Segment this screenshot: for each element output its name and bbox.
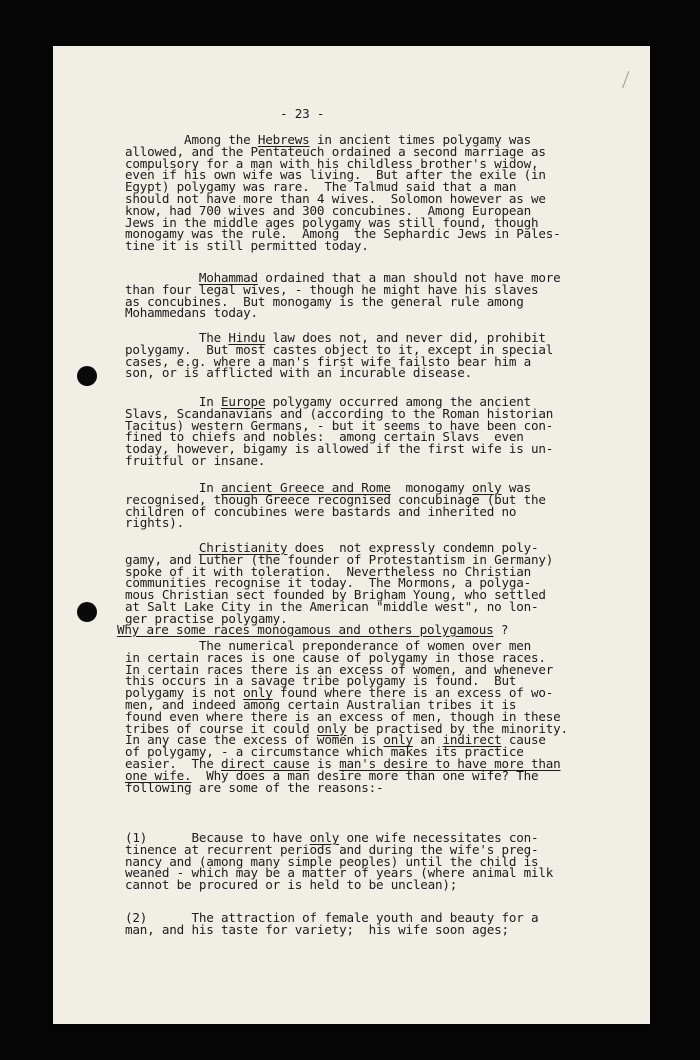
text-line: easier. The direct cause is man's desire to have more than bbox=[125, 755, 561, 771]
text-line: than four legal wives, - though he might have his slaves bbox=[125, 281, 539, 297]
paragraph-greece-rome bbox=[125, 482, 595, 529]
text-line: (1) Because to have only one wife necessitates con- bbox=[125, 830, 539, 845]
text-line: monogamy was the rule. Among the Sephardic Jews in Pales- bbox=[125, 226, 561, 242]
text-line: found even where there is an excess of men, though in these bbox=[125, 708, 561, 724]
text-line: ger practise polygamy. bbox=[125, 610, 288, 626]
text-line: at Salt Lake City in the American "middle west", no lon- bbox=[125, 598, 539, 614]
text-line: Christianity does not expressly condemn poly- bbox=[198, 540, 539, 555]
text-line: polygamy. But most castes object to it, except in special bbox=[125, 341, 554, 357]
text-line: rights). bbox=[125, 515, 185, 531]
text-line: Mohammedans today. bbox=[125, 305, 258, 321]
text-line: this occurs in a savage tribe polygamy is found. But bbox=[125, 673, 517, 689]
section-heading-text: Why are some races monogamous and others polygamous bbox=[117, 622, 494, 637]
text-line: In Europe polygamy occurred among the ancient bbox=[125, 394, 532, 409]
text-line: as concubines. But monogamy is the general rule among bbox=[125, 293, 524, 309]
text-line: tinence at recurrent periods and during the wife's preg- bbox=[125, 841, 539, 857]
text-line: Tacitus) western Germans, - but it seems to have been con- bbox=[125, 417, 554, 433]
document-page bbox=[53, 46, 650, 1024]
section-heading bbox=[117, 622, 508, 637]
text-line: son, or is afflicted with an incurable disease. bbox=[125, 365, 472, 381]
text-line: cannot be procured or is held to be unclean); bbox=[125, 877, 458, 893]
text-line: The numerical preponderance of women over men bbox=[125, 638, 532, 653]
text-line: recognised, though Greece recognised concubinage (but the bbox=[125, 491, 546, 507]
text-line: men, and indeed among certain Australian tribes it is bbox=[125, 696, 517, 712]
punch-hole-bottom bbox=[77, 602, 97, 622]
text-line: Jews in the middle ages polygamy was still found, though bbox=[125, 214, 539, 230]
text-line: compulsory for a man with his childless brother's widow, bbox=[125, 155, 539, 171]
paragraph-numerical-preponderance bbox=[125, 640, 595, 793]
text-line: in certain races is one cause of polygamy in those races. bbox=[125, 649, 546, 665]
text-line: of polygamy, - a circumstance which makes its practice bbox=[125, 744, 524, 760]
text-line: children of concubines were bastards and inherited no bbox=[125, 503, 517, 519]
text-line: should not have more than 4 wives. Solomon however as we bbox=[125, 190, 546, 206]
text-line: nancy and (among many simple peoples) until the child is bbox=[125, 853, 539, 869]
text-line: (2) The attraction of female youth and beauty for a bbox=[125, 910, 539, 925]
text-line: fruitful or insane. bbox=[125, 452, 266, 468]
text-line: man, and his taste for variety; his wife soon ages; bbox=[125, 921, 509, 937]
text-line: following are some of the reasons:- bbox=[125, 779, 384, 795]
text-line: polygamy is not only found where there is an excess of wo- bbox=[125, 685, 554, 701]
text-line: one wife. Why does a man desire more than one wife? The bbox=[125, 767, 539, 783]
text-line: Mohammad ordained that a man should not have more bbox=[198, 270, 561, 285]
text-line: In certain races there is an excess of women, and whenever bbox=[125, 661, 554, 677]
paragraph-christianity bbox=[125, 542, 595, 625]
text-line: Among the Hebrews in ancient times polygamy was bbox=[125, 132, 532, 147]
page-number: - 23 - bbox=[280, 106, 325, 121]
text-line: fined to chiefs and nobles: among certain Slavs even bbox=[125, 429, 524, 445]
text-line: tribes of course it could only be practised by the minority. bbox=[125, 720, 568, 736]
text-line: Egypt) polygamy was rare. The Talmud said that a man bbox=[125, 179, 517, 195]
text-line: tine it is still permitted today. bbox=[125, 238, 369, 254]
paragraph-reason-2 bbox=[125, 912, 595, 936]
paragraph-reason-1 bbox=[125, 832, 595, 891]
paragraph-hebrews bbox=[125, 134, 595, 252]
text-line: allowed, and the Pentateuch ordained a second marriage as bbox=[125, 143, 546, 159]
paragraph-mohammad bbox=[125, 272, 595, 319]
text-line: spoke of it with toleration. Nevertheless no Christian bbox=[125, 563, 532, 579]
text-line: even if his own wife was living. But after the exile (in bbox=[125, 167, 546, 183]
paragraph-hindu bbox=[125, 332, 595, 379]
text-line: today, however, bigamy is allowed if the first wife is un- bbox=[125, 441, 554, 457]
text-line: mous Christian sect founded by Brigham Young, who settled bbox=[125, 587, 546, 603]
text-line: weaned - which may be a matter of years (where animal milk bbox=[125, 865, 554, 881]
text-line: know, had 700 wives and 300 concubines. Among European bbox=[125, 202, 532, 218]
text-line: In any case the excess of women is only an indirect cause bbox=[125, 732, 546, 748]
paragraph-europe bbox=[125, 396, 595, 467]
text-line: The Hindu law does not, and never did, prohibit bbox=[125, 330, 546, 345]
pencil-mark bbox=[622, 71, 637, 91]
section-heading-suffix: ? bbox=[493, 622, 509, 637]
punch-hole-top bbox=[77, 366, 97, 386]
text-line: communities recognise it today. The Mormons, a polyga- bbox=[125, 575, 532, 591]
text-line: gamy, and Luther (the founder of Protestantism in Germany) bbox=[125, 551, 554, 567]
text-line: Slavs, Scandanavians and (according to the Roman historian bbox=[125, 405, 554, 421]
text-line: In ancient Greece and Rome monogamy only was bbox=[125, 480, 532, 495]
text-line: cases, e.g. where a man's first wife failsto bear him a bbox=[125, 353, 532, 369]
